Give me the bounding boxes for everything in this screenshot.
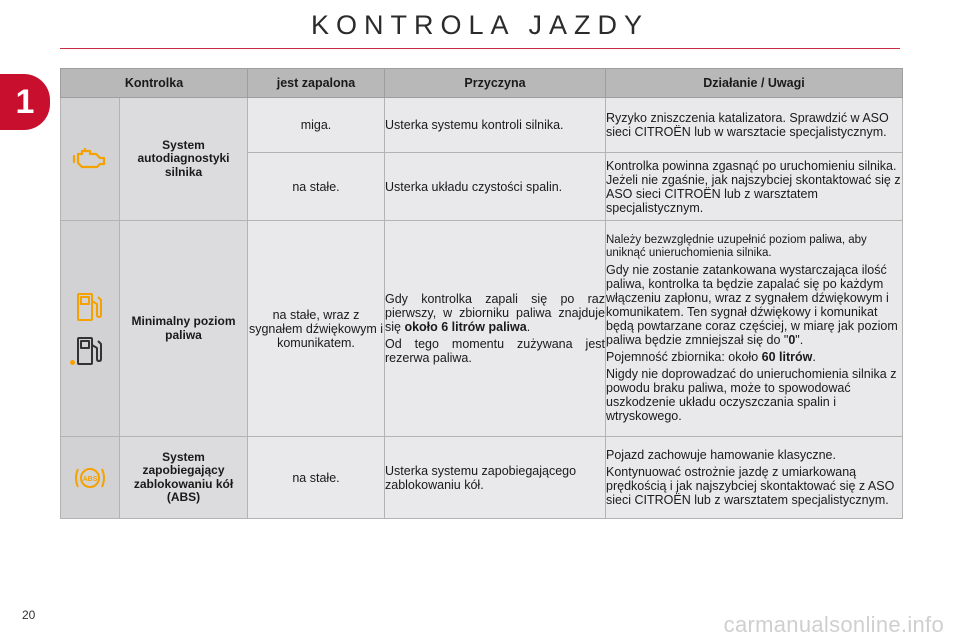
fuel-action-paragraph-4: Nigdy nie doprowadzać do unieruchomienia silnika z powodu braku paliwa, może to spowodować uszkodzenie układu oczyszczania spalin i wtryskowego.: [606, 366, 897, 423]
amber-indicator-dot: [70, 360, 75, 365]
page-number: 20: [22, 608, 36, 622]
fuel-cause-paragraph-1: Gdy kontrolka zapali się po raz pierwszy, w zbiorniku paliwa znajduje się około 6 litrów paliwa.: [385, 292, 605, 334]
abs-icon-cell: [61, 437, 120, 519]
fuel-system-name: Minimalny poziom paliwa: [120, 221, 248, 437]
fuel-cause-paragraph-2: Od tego momentu zużywana jest rezerwa paliwa.: [385, 337, 605, 365]
engine-state-steady: na stałe.: [248, 153, 385, 221]
abs-action: [606, 437, 903, 519]
abs-cause: Usterka systemu zapobiegającego zablokowaniu kół.: [385, 437, 606, 519]
engine-cause-1: Usterka systemu kontroli silnika.: [385, 98, 606, 153]
table-row: [61, 98, 903, 153]
fuel-pump-amber-icon: [62, 335, 118, 367]
warning-lights-table: [60, 68, 903, 519]
fuel-state: na stałe, wraz z sygnałem dźwiękowym i komunikatem.: [248, 221, 385, 437]
fuel-cause: [385, 221, 606, 437]
header-jest-zapalona: jest zapalona: [248, 69, 385, 98]
chapter-tab: 1: [0, 74, 50, 130]
engine-system-name: System autodiagnostyki silnika: [120, 98, 248, 221]
table-header-row: [61, 69, 903, 98]
page-title: KONTROLA JAZDY: [310, 10, 650, 40]
engine-action-2: Kontrolka powinna zgasnąć po uruchomieniu silnika. Jeżeli nie zgaśnie, jak najszybciej skontaktować się z ASO sieci CITROËN lub z warsztatem specjalistycznym.: [606, 153, 903, 221]
abs-action-paragraph-1: Pojazd zachowuje hamowanie klasyczne.: [606, 448, 836, 462]
abs-icon: [61, 463, 119, 493]
watermark: carmanualsonline.info: [723, 612, 944, 637]
title-divider: [60, 48, 900, 49]
header-dzialanie-uwagi: Działanie / Uwagi: [606, 69, 903, 98]
fuel-action: [606, 221, 903, 437]
table-row: [61, 437, 903, 519]
abs-system-name: System zapobiegający zablokowaniu kół (ABS): [120, 437, 248, 519]
fuel-action-paragraph-3: Pojemność zbiornika: około 60 litrów.: [606, 349, 816, 364]
engine-state-blinking: miga.: [248, 98, 385, 153]
abs-action-paragraph-2: Kontynuować ostrożnie jazdę z umiarkowaną prędkością i jak najszybciej skontaktować się z ASO sieci CITROËN lub z warsztatem specjalistycznym.: [606, 465, 895, 507]
abs-state: na stałe.: [248, 437, 385, 519]
header-kontrolka: Kontrolka: [61, 69, 248, 98]
engine-icon-cell: [61, 98, 120, 221]
fuel-pump-icon: [75, 291, 105, 323]
fuel-action-paragraph-2: Gdy nie zostanie zatankowana wystarczająca ilość paliwa, kontrolka ta będzie zapalać się po każdym włączeniu zapłonu, wraz z sygnałem dźwiękowym i komunikatem. Ten sygnał dźwiękowy i komunikat będą powtarzane coraz częściej, w miarę jak poziom paliwa będzie zmniejszał się do "0".: [606, 262, 898, 347]
table-row: [61, 221, 903, 437]
fuel-icon-cell: [61, 221, 120, 437]
header-przyczyna: Przyczyna: [385, 69, 606, 98]
fuel-action-paragraph-1: Należy bezwzględnie uzupełnić poziom paliwa, aby uniknąć unieruchomienia silnika.: [606, 234, 867, 259]
engine-action-1: Ryzyko zniszczenia katalizatora. Sprawdzić w ASO sieci CITROËN lub w warsztacie specjalistycznym.: [606, 98, 903, 153]
engine-check-icon: [61, 147, 119, 171]
engine-cause-2: Usterka układu czystości spalin.: [385, 153, 606, 221]
svg-text:ABS: ABS: [82, 475, 98, 483]
